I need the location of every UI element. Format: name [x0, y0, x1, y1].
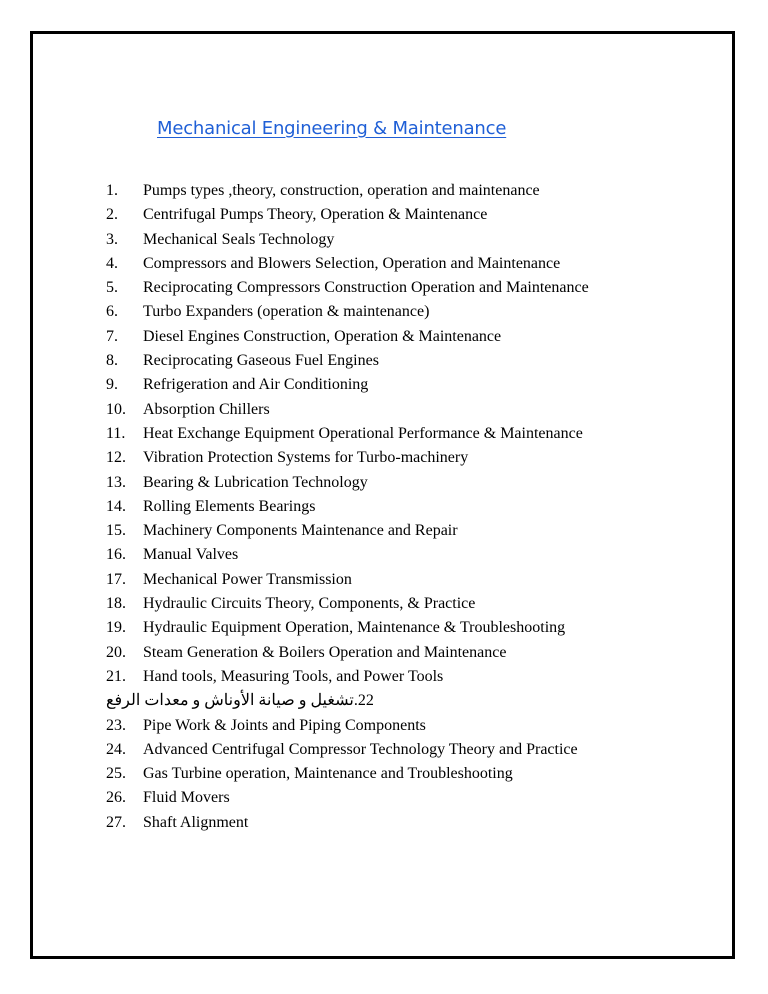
list-item-number: 15. [106, 522, 126, 540]
list-item-number: 20. [106, 643, 126, 661]
list-item [106, 446, 589, 470]
list-item-number: 16. [106, 546, 126, 564]
course-list [106, 179, 589, 835]
list-item [106, 714, 589, 738]
list-item-text: Pumps types ,theory, construction, operation and maintenance [143, 182, 540, 199]
list-item-number: 12. [106, 449, 126, 467]
list-item-number: 11. [106, 424, 126, 442]
list-item-number: 4. [106, 254, 118, 272]
list-item-text: Absorption Chillers [143, 400, 270, 418]
list-item [106, 495, 589, 519]
list-item [106, 422, 589, 446]
list-item [106, 616, 589, 640]
list-item-text: Refrigeration and Air Conditioning [143, 376, 369, 394]
list-item [106, 665, 589, 689]
list-item-number: 13. [106, 473, 126, 491]
list-item-number: 9. [106, 376, 118, 394]
list-item [106, 373, 589, 397]
list-item-number: 27. [106, 813, 126, 831]
list-item [106, 592, 589, 616]
list-item-text: Hand tools, Measuring Tools, and Power Tools [143, 667, 444, 685]
list-item-text: Mechanical Power Transmission [143, 570, 352, 588]
list-item [106, 179, 589, 203]
list-item [106, 228, 589, 252]
list-item-text: Heat Exchange Equipment Operational Performance & Maintenance [143, 424, 583, 442]
list-item-number: 14. [106, 497, 126, 515]
list-item-text: Hydraulic Equipment Operation, Maintenance & Troubleshooting [143, 619, 566, 637]
list-item-number: 8. [106, 352, 118, 370]
list-item-text: Reciprocating Compressors Construction Operation and Maintenance [143, 279, 589, 297]
list-item [106, 325, 589, 349]
list-item [106, 543, 589, 567]
list-item-number: 23. [106, 716, 126, 734]
list-item-text: Mechanical Seals Technology [143, 230, 335, 248]
list-item [106, 738, 589, 762]
list-item-text: Steam Generation & Boilers Operation and Maintenance [143, 643, 507, 661]
list-item-number: 26. [106, 789, 126, 807]
list-item-text: Shaft Alignment [143, 813, 249, 831]
list-item-number: 18. [106, 595, 126, 613]
list-item [106, 811, 589, 835]
list-item [106, 349, 589, 373]
list-item [106, 641, 589, 665]
list-item [106, 762, 589, 786]
list-item-text: Reciprocating Gaseous Fuel Engines [143, 352, 379, 370]
list-item-text: Gas Turbine operation, Maintenance and Troubleshooting [143, 765, 513, 783]
list-item-number: 17. [106, 570, 126, 588]
list-item [106, 786, 589, 810]
list-item-text: Vibration Protection Systems for Turbo-machinery [143, 449, 469, 467]
list-item [106, 519, 589, 543]
list-item-text: Fluid Movers [143, 789, 230, 807]
list-item-text: تشغيل و صيانة الأوناش و معدات الرفع [106, 692, 354, 710]
list-item [106, 471, 589, 495]
list-item-number: 10. [106, 400, 126, 418]
list-item-number: 21. [106, 667, 126, 685]
list-item-text: Diesel Engines Construction, Operation & Maintenance [143, 327, 502, 345]
list-item-text: Bearing & Lubrication Technology [143, 473, 368, 491]
list-item-number: 19. [106, 619, 126, 637]
list-item [106, 276, 589, 300]
list-item-number: 6. [106, 303, 118, 321]
list-item [106, 568, 589, 592]
list-item-number: 7. [106, 327, 118, 345]
list-item-number: 3. [106, 230, 118, 248]
list-item-number: 2. [106, 206, 118, 224]
list-item-text: Advanced Centrifugal Compressor Technology Theory and Practice [143, 740, 578, 758]
list-item-number: .22 [353, 692, 374, 710]
list-item-text: Hydraulic Circuits Theory, Components, & Practice [143, 595, 476, 613]
list-item-number: 24. [106, 740, 126, 758]
list-item-text: Rolling Elements Bearings [143, 497, 316, 515]
list-item-number: 1. [106, 182, 118, 199]
list-item [106, 252, 589, 276]
list-item-text: Centrifugal Pumps Theory, Operation & Maintenance [143, 206, 488, 224]
list-item [106, 398, 589, 422]
document-title: Mechanical Engineering & Maintenance [157, 118, 507, 139]
list-item-number: 5. [106, 279, 118, 297]
list-item [106, 203, 589, 227]
list-item-text: Pipe Work & Joints and Piping Components [143, 716, 426, 734]
list-item-text: Turbo Expanders (operation & maintenance) [143, 303, 430, 321]
list-item-text: Machinery Components Maintenance and Repair [143, 522, 458, 540]
list-item [106, 689, 589, 713]
list-item [106, 300, 589, 324]
list-item-text: Manual Valves [143, 546, 239, 564]
list-item-number: 25. [106, 765, 126, 783]
list-item-text: Compressors and Blowers Selection, Operation and Maintenance [143, 254, 561, 272]
